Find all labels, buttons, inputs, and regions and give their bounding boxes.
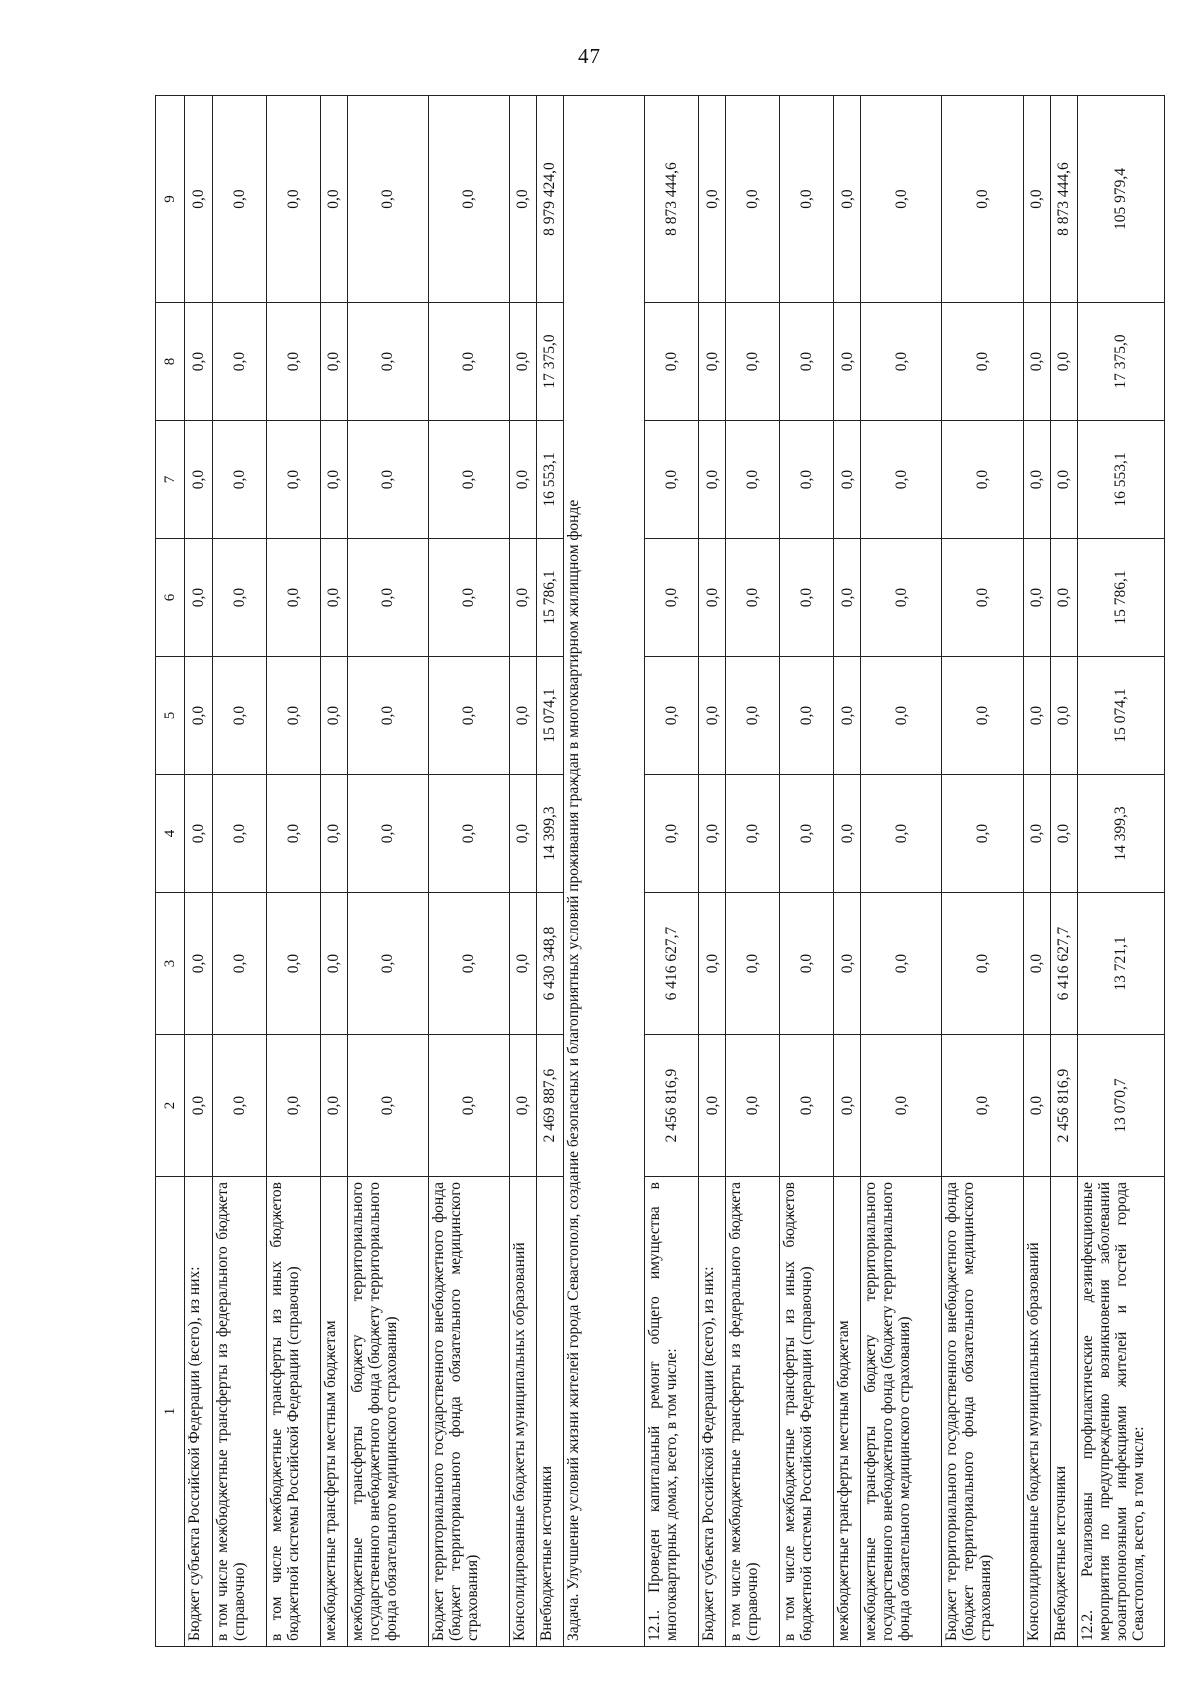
- column-number-4: 4: [156, 775, 185, 893]
- row-label: Консолидированные бюджеты муниципальных образований: [1023, 1177, 1050, 1647]
- row-label: межбюджетные трансферты местным бюджетам: [834, 1177, 861, 1647]
- row-value: 0,0: [428, 893, 509, 1035]
- row-value: 0,0: [942, 893, 1023, 1035]
- row-value: 0,0: [266, 1035, 320, 1177]
- row-value: 0,0: [266, 539, 320, 657]
- row-value: 17 375,0: [1077, 303, 1164, 421]
- row-value: 8 873 444,6: [1050, 96, 1077, 303]
- row-value: 0,0: [347, 539, 428, 657]
- row-label: Бюджет субъекта Российской Федерации (всего), из них:: [185, 1177, 212, 1647]
- row-value: 0,0: [1023, 893, 1050, 1035]
- row-value: 0,0: [780, 421, 834, 539]
- table-row: [428, 96, 509, 1647]
- row-value: 0,0: [1050, 539, 1077, 657]
- row-value: 0,0: [861, 303, 942, 421]
- table-row: [1023, 96, 1050, 1647]
- row-value: 0,0: [780, 775, 834, 893]
- row-value: 0,0: [1023, 539, 1050, 657]
- table-row: [266, 96, 320, 1647]
- row-value: 0,0: [212, 539, 266, 657]
- row-value: 0,0: [942, 657, 1023, 775]
- row-value: 0,0: [428, 421, 509, 539]
- row-value: 0,0: [1050, 421, 1077, 539]
- row-value: 0,0: [780, 1035, 834, 1177]
- row-value: 0,0: [509, 657, 536, 775]
- row-value: 0,0: [347, 893, 428, 1035]
- row-value: 0,0: [726, 96, 780, 303]
- table-row: [536, 96, 563, 1647]
- row-value: 17 375,0: [536, 303, 563, 421]
- row-value: 0,0: [780, 539, 834, 657]
- column-number-7: 7: [156, 421, 185, 539]
- table-row: [645, 96, 699, 1647]
- row-value: 0,0: [320, 775, 347, 893]
- row-value: 0,0: [428, 539, 509, 657]
- row-value: 13 070,7: [1077, 1035, 1164, 1177]
- row-label: межбюджетные трансферты бюджету территориального государственного внебюджетного фонда (бюджету территориального фонда обязательного медицинского страхования): [861, 1177, 942, 1647]
- row-value: 0,0: [1023, 96, 1050, 303]
- row-value: 0,0: [428, 657, 509, 775]
- row-value: 13 721,1: [1077, 893, 1164, 1035]
- table-container: [155, 96, 1165, 1647]
- row-value: 0,0: [1050, 775, 1077, 893]
- row-value: 0,0: [699, 539, 726, 657]
- row-label: Консолидированные бюджеты муниципальных образований: [509, 1177, 536, 1647]
- row-value: 0,0: [320, 893, 347, 1035]
- row-value: 0,0: [266, 775, 320, 893]
- table-row: [726, 96, 780, 1647]
- row-value: 0,0: [212, 657, 266, 775]
- rotated-table-frame: [155, 96, 1165, 1647]
- row-value: 6 416 627,7: [1050, 893, 1077, 1035]
- column-number-3: 3: [156, 893, 185, 1035]
- row-value: 0,0: [266, 893, 320, 1035]
- table-header-row: [156, 96, 185, 1647]
- row-value: 0,0: [645, 539, 699, 657]
- row-value: 0,0: [780, 303, 834, 421]
- row-value: 14 399,3: [536, 775, 563, 893]
- row-value: 0,0: [266, 96, 320, 303]
- row-value: 0,0: [861, 539, 942, 657]
- row-value: 0,0: [212, 303, 266, 421]
- table-row: [1050, 96, 1077, 1647]
- row-value: 15 074,1: [536, 657, 563, 775]
- row-value: 0,0: [185, 539, 212, 657]
- row-value: 0,0: [212, 1035, 266, 1177]
- row-value: 15 074,1: [1077, 657, 1164, 775]
- row-label: Бюджет территориального государственного внебюджетного фонда (бюджет территориального фонда обязательного медицинского страхования): [428, 1177, 509, 1647]
- table-row: [509, 96, 536, 1647]
- row-value: 0,0: [347, 421, 428, 539]
- row-value: 0,0: [699, 1035, 726, 1177]
- row-value: 0,0: [347, 657, 428, 775]
- row-value: 0,0: [834, 1035, 861, 1177]
- row-label: 12.2. Реализованы профилактические дезинфекционные мероприятия по предупреждению возникновения заболеваний зооантропонозными инфекциями жителей и гостей города Севастополя, всего, в том числе:: [1077, 1177, 1164, 1647]
- column-number-2: 2: [156, 1035, 185, 1177]
- table-row: [347, 96, 428, 1647]
- row-value: 0,0: [861, 775, 942, 893]
- row-value: 0,0: [185, 421, 212, 539]
- row-value: 0,0: [645, 657, 699, 775]
- column-number-5: 5: [156, 657, 185, 775]
- row-value: 16 553,1: [1077, 421, 1164, 539]
- row-value: 0,0: [509, 775, 536, 893]
- row-label: Бюджет территориального государственного внебюджетного фонда (бюджет территориального фонда обязательного медицинского страхования): [942, 1177, 1023, 1647]
- row-value: 0,0: [726, 893, 780, 1035]
- row-value: 0,0: [834, 657, 861, 775]
- row-label: в том числе межбюджетные трансферты из иных бюджетов бюджетной системы Российской Федерации (справочно): [780, 1177, 834, 1647]
- row-label: Задача. Улучшение условий жизни жителей города Севастополя, создание безопасных и благоприятных условий проживания граждан в многоквартирном жилищном фонде: [563, 96, 644, 1647]
- row-value: 0,0: [726, 775, 780, 893]
- row-label: Бюджет субъекта Российской Федерации (всего), из них:: [699, 1177, 726, 1647]
- row-value: 0,0: [212, 421, 266, 539]
- row-value: 0,0: [509, 96, 536, 303]
- row-value: 2 456 816,9: [645, 1035, 699, 1177]
- table-row: [320, 96, 347, 1647]
- row-value: 0,0: [726, 539, 780, 657]
- row-value: 0,0: [780, 893, 834, 1035]
- row-value: 0,0: [428, 96, 509, 303]
- table-row: [834, 96, 861, 1647]
- row-value: 0,0: [645, 303, 699, 421]
- row-value: 0,0: [942, 96, 1023, 303]
- row-value: 2 456 816,9: [1050, 1035, 1077, 1177]
- row-label: в том числе межбюджетные трансферты из федерального бюджета (справочно): [726, 1177, 780, 1647]
- row-value: 0,0: [834, 96, 861, 303]
- row-value: 0,0: [834, 303, 861, 421]
- row-value: 8 979 424,0: [536, 96, 563, 303]
- row-value: 15 786,1: [536, 539, 563, 657]
- row-value: 0,0: [699, 421, 726, 539]
- row-value: 0,0: [347, 96, 428, 303]
- row-value: 0,0: [1023, 657, 1050, 775]
- row-value: 0,0: [509, 1035, 536, 1177]
- row-value: 0,0: [185, 657, 212, 775]
- row-value: 0,0: [645, 421, 699, 539]
- row-value: 16 553,1: [536, 421, 563, 539]
- row-value: 0,0: [645, 775, 699, 893]
- row-value: 2 469 887,6: [536, 1035, 563, 1177]
- column-number-9: 9: [156, 96, 185, 303]
- row-value: 0,0: [212, 96, 266, 303]
- row-value: 0,0: [699, 303, 726, 421]
- row-value: 0,0: [861, 1035, 942, 1177]
- row-value: 0,0: [212, 893, 266, 1035]
- row-value: 0,0: [699, 96, 726, 303]
- row-value: 0,0: [509, 893, 536, 1035]
- row-value: 0,0: [185, 775, 212, 893]
- row-value: 0,0: [509, 303, 536, 421]
- row-value: 0,0: [185, 1035, 212, 1177]
- row-value: 0,0: [320, 657, 347, 775]
- table-row: [942, 96, 1023, 1647]
- row-value: 0,0: [266, 657, 320, 775]
- row-value: 0,0: [185, 893, 212, 1035]
- row-value: 0,0: [428, 1035, 509, 1177]
- row-value: 0,0: [320, 96, 347, 303]
- table-row: [185, 96, 212, 1647]
- table-row: [861, 96, 942, 1647]
- row-value: 0,0: [861, 657, 942, 775]
- row-value: 0,0: [320, 303, 347, 421]
- row-value: 0,0: [428, 303, 509, 421]
- row-value: 0,0: [347, 1035, 428, 1177]
- row-value: 0,0: [320, 539, 347, 657]
- column-number-8: 8: [156, 303, 185, 421]
- row-value: 0,0: [347, 775, 428, 893]
- row-value: 0,0: [726, 1035, 780, 1177]
- row-value: 0,0: [1023, 1035, 1050, 1177]
- row-value: 14 399,3: [1077, 775, 1164, 893]
- page-number: 47: [578, 44, 601, 68]
- row-value: 15 786,1: [1077, 539, 1164, 657]
- row-value: 0,0: [726, 303, 780, 421]
- row-value: 0,0: [509, 539, 536, 657]
- row-value: 0,0: [699, 775, 726, 893]
- row-value: 0,0: [699, 657, 726, 775]
- row-value: 0,0: [780, 657, 834, 775]
- row-value: 8 873 444,6: [645, 96, 699, 303]
- row-value: 0,0: [861, 893, 942, 1035]
- row-value: 0,0: [509, 421, 536, 539]
- row-value: 0,0: [428, 775, 509, 893]
- row-label: Внебюджетные источники: [1050, 1177, 1077, 1647]
- budget-table: [155, 95, 1165, 1647]
- row-value: 0,0: [780, 96, 834, 303]
- table-row: [563, 96, 644, 1647]
- row-label: в том числе межбюджетные трансферты из иных бюджетов бюджетной системы Российской Федерации (справочно): [266, 1177, 320, 1647]
- row-value: 0,0: [861, 421, 942, 539]
- table-row: [212, 96, 266, 1647]
- row-label: в том числе межбюджетные трансферты из федерального бюджета (справочно): [212, 1177, 266, 1647]
- row-label: Внебюджетные источники: [536, 1177, 563, 1647]
- row-value: 6 416 627,7: [645, 893, 699, 1035]
- row-value: 0,0: [942, 303, 1023, 421]
- row-value: 0,0: [1050, 303, 1077, 421]
- row-value: 0,0: [185, 96, 212, 303]
- row-value: 0,0: [185, 303, 212, 421]
- row-value: 0,0: [320, 1035, 347, 1177]
- row-value: 0,0: [347, 303, 428, 421]
- row-value: 0,0: [212, 775, 266, 893]
- row-value: 0,0: [942, 775, 1023, 893]
- row-value: 0,0: [834, 421, 861, 539]
- row-value: 0,0: [834, 775, 861, 893]
- row-value: 0,0: [834, 893, 861, 1035]
- row-value: 0,0: [834, 539, 861, 657]
- row-value: 0,0: [266, 303, 320, 421]
- row-value: 0,0: [942, 1035, 1023, 1177]
- table-row: [699, 96, 726, 1647]
- row-value: 105 979,4: [1077, 96, 1164, 303]
- row-value: 0,0: [1023, 421, 1050, 539]
- row-value: 0,0: [320, 421, 347, 539]
- row-label: межбюджетные трансферты местным бюджетам: [320, 1177, 347, 1647]
- row-value: 0,0: [942, 539, 1023, 657]
- row-value: 0,0: [726, 657, 780, 775]
- row-value: 0,0: [266, 421, 320, 539]
- row-value: 0,0: [699, 893, 726, 1035]
- row-value: 0,0: [1023, 303, 1050, 421]
- row-value: 0,0: [1050, 657, 1077, 775]
- row-value: 0,0: [861, 96, 942, 303]
- column-number-1: 1: [156, 1177, 185, 1647]
- row-value: 0,0: [1023, 775, 1050, 893]
- row-value: 0,0: [942, 421, 1023, 539]
- column-number-6: 6: [156, 539, 185, 657]
- row-label: межбюджетные трансферты бюджету территориального государственного внебюджетного фонда (бюджету территориального фонда обязательного медицинского страхования): [347, 1177, 428, 1647]
- table-row: [780, 96, 834, 1647]
- row-value: 0,0: [726, 421, 780, 539]
- table-row: [1077, 96, 1164, 1647]
- row-value: 6 430 348,8: [536, 893, 563, 1035]
- row-label: 12.1. Проведен капитальный ремонт общего имущества в многоквартирных домах, всего, в том числе:: [645, 1177, 699, 1647]
